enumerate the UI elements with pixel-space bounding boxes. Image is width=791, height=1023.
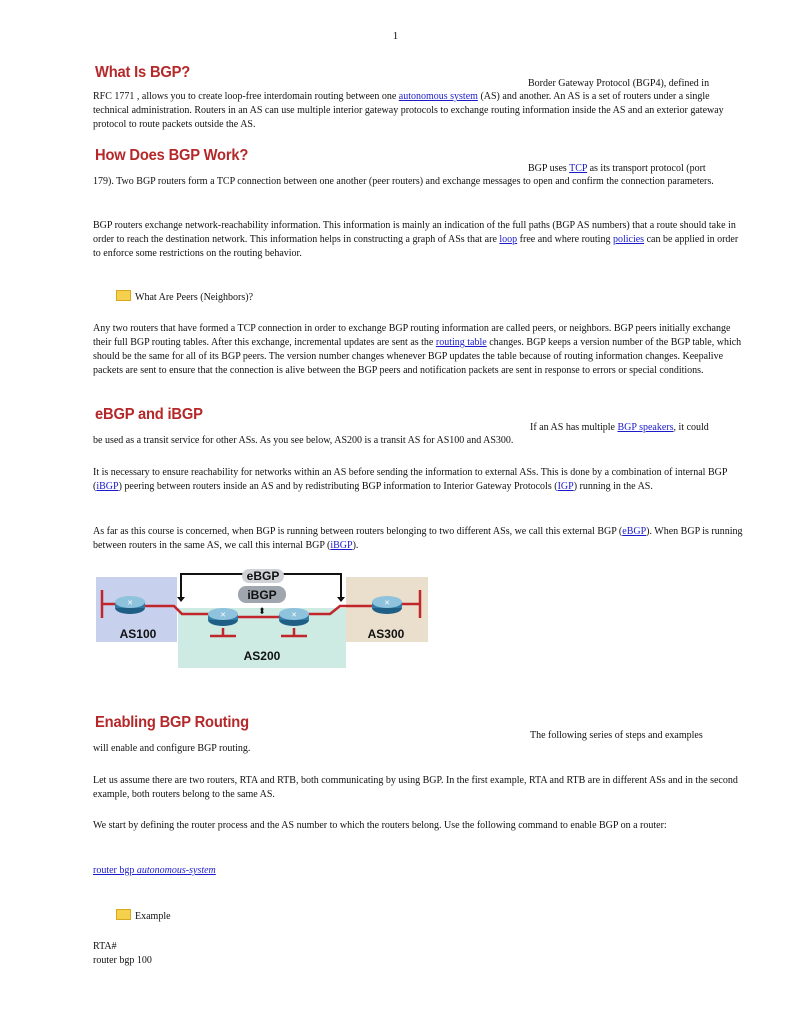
s1-text-a: RFC 1771 , allows you to create loop-free interdomain routing between one (93, 91, 399, 102)
autonomous-system-link[interactable]: autonomous system (398, 91, 478, 102)
s1-right-text: Border Gateway Protocol (BGP4), defined in (528, 78, 710, 89)
s3-right-b: , it could (673, 422, 709, 433)
s3-paragraph-3 (93, 525, 748, 553)
note-icon-2 (116, 909, 131, 920)
s2-paragraph-2 (93, 219, 748, 261)
s2-right-b: as its transport protocol (port (587, 163, 706, 174)
s4-paragraph-1: will enable and configure BGP routing. (93, 743, 251, 754)
router-as300-icon (372, 596, 402, 614)
s2-p3-b: changes. BGP keeps a version number of the BGP table, which should be the same for all of its BGP peers. The version number changes whenever BGP updates the table because of routing information changes. Keepalive packets are sent to ensure that the connection is alive between the BGP peers and notification packets are sent in response to errors or special conditions. (93, 337, 742, 376)
ibgp-link-2[interactable]: iBGP (330, 540, 353, 551)
s4-paragraph-3: We start by defining the router process and the AS number to which the routers belong. Use the following command to enable BGP on a router: (93, 820, 667, 831)
s3-right-text (530, 421, 752, 435)
heading-enabling-bgp-routing: Enabling BGP Routing (95, 714, 249, 731)
page-number: 1 (392, 30, 399, 42)
s1-paragraph (93, 90, 748, 132)
router-as200-right-icon (279, 608, 309, 626)
note-icon (116, 290, 131, 301)
heading-how-does-bgp-work: How Does BGP Work? (95, 147, 249, 164)
code-prompt: RTA# (93, 941, 117, 952)
cmd-arg: autonomous-system (136, 865, 216, 876)
s2-p2-c: can be applied in order to enforce some restrictions on the routing behavior. (93, 234, 739, 259)
s3-paragraph-2 (93, 466, 748, 494)
s2-paragraph-3 (93, 322, 748, 378)
ibgp-link[interactable]: iBGP (96, 481, 119, 492)
as100-label: AS100 (119, 627, 157, 641)
s2-paragraph-1: 179). Two BGP routers form a TCP connection between one another (peer routers) and exchange messages to open and confirm the connection parameters. (93, 176, 714, 187)
tcp-link[interactable]: TCP (569, 163, 588, 174)
s3-p3-b: ). When BGP is running between routers in the same AS, we call this internal BGP ( (93, 526, 743, 551)
cmd-name: router bgp (93, 865, 135, 876)
s3-p3-c: ). (352, 540, 359, 551)
s3-p2-c: ) running in the AS. (573, 481, 653, 492)
policies-link[interactable]: policies (612, 234, 645, 245)
ebgp-label: eBGP (246, 569, 280, 583)
s1-text-b: (AS) and another. An AS is a set of routers under a single technical administration. Routers in an AS can use multiple interior gateway protocols to exchange routing information inside the AS and an exterior gateway protocol to route packets outside the AS. (93, 91, 724, 130)
s2-p3-a: Any two routers that have formed a TCP connection in order to exchange BGP routing information are called peers, or neighbors. BGP peers initially exchange their full BGP routing tables. After this exchange, incremental updates are sent as the (93, 323, 731, 348)
heading-what-is-bgp: What Is BGP? (95, 64, 191, 81)
router-bgp-link[interactable] (93, 865, 216, 876)
ebgp-arrow-right (337, 597, 345, 602)
routing-table-link[interactable]: routing table (435, 337, 487, 348)
s4-paragraph-2: Let us assume there are two routers, RTA and RTB, both communicating by using BGP. In the first example, RTA and RTB are in different ASs and in the second example, both routers belong to the same AS. (93, 775, 738, 800)
ebgp-arrow-left (177, 597, 185, 602)
s2-right-a: BGP uses (528, 163, 570, 174)
router-as100-icon (115, 596, 145, 614)
svg-text:✕: ✕ (220, 611, 226, 619)
router-as200-left-icon (208, 608, 238, 626)
bgp-topology-diagram (96, 568, 428, 668)
bgp-speakers-link[interactable]: BGP speakers (617, 422, 674, 433)
s2-p2-a: BGP routers exchange network-reachability information. This information is mainly an indication of the full paths (BGP AS numbers) that a route should take in order to reach the destination network. This information helps in constructing a graph of ASs that are (93, 220, 736, 245)
command-line (93, 864, 748, 878)
code-command: router bgp 100 (93, 955, 152, 966)
svg-text:✕: ✕ (291, 611, 297, 619)
s4-right-text: The following series of steps and examples (530, 730, 703, 741)
ebgp-link[interactable]: eBGP (622, 526, 647, 537)
s3-p3-a: As far as this course is concerned, when BGP is running between routers belonging to two different ASs, we call this external BGP ( (93, 526, 623, 537)
s3-p2-a: It is necessary to ensure reachability for networks within an AS before sending the information to external ASs. This is done by a combination of internal BGP ( (93, 467, 728, 492)
note-example-label: Example (135, 911, 171, 922)
svg-text:✕: ✕ (127, 599, 133, 607)
igp-link[interactable]: IGP (557, 481, 574, 492)
svg-text:✕: ✕ (384, 599, 390, 607)
heading-ebgp-ibgp: eBGP and iBGP (95, 406, 203, 423)
ibgp-label: iBGP (247, 588, 277, 602)
s3-p2-b: ) peering between routers inside an AS and by redistributing BGP information to Interior Gateway Protocols ( (118, 481, 558, 492)
note-example[interactable] (116, 909, 171, 922)
as300-label: AS300 (367, 627, 405, 641)
loop-link[interactable]: loop (499, 234, 518, 245)
s2-p2-b: free and where routing (517, 234, 613, 245)
note-peers-label: What Are Peers (Neighbors)? (135, 292, 254, 303)
as200-label: AS200 (243, 649, 281, 663)
s2-right-text (528, 162, 750, 176)
note-peers[interactable] (116, 290, 253, 303)
s3-right-a: If an AS has multiple (530, 422, 618, 433)
ibgp-arrow-icon: ⬍ (258, 606, 266, 616)
s3-paragraph-1: be used as a transit service for other ASs. As you see below, AS200 is a transit AS for AS100 and AS300. (93, 435, 514, 446)
